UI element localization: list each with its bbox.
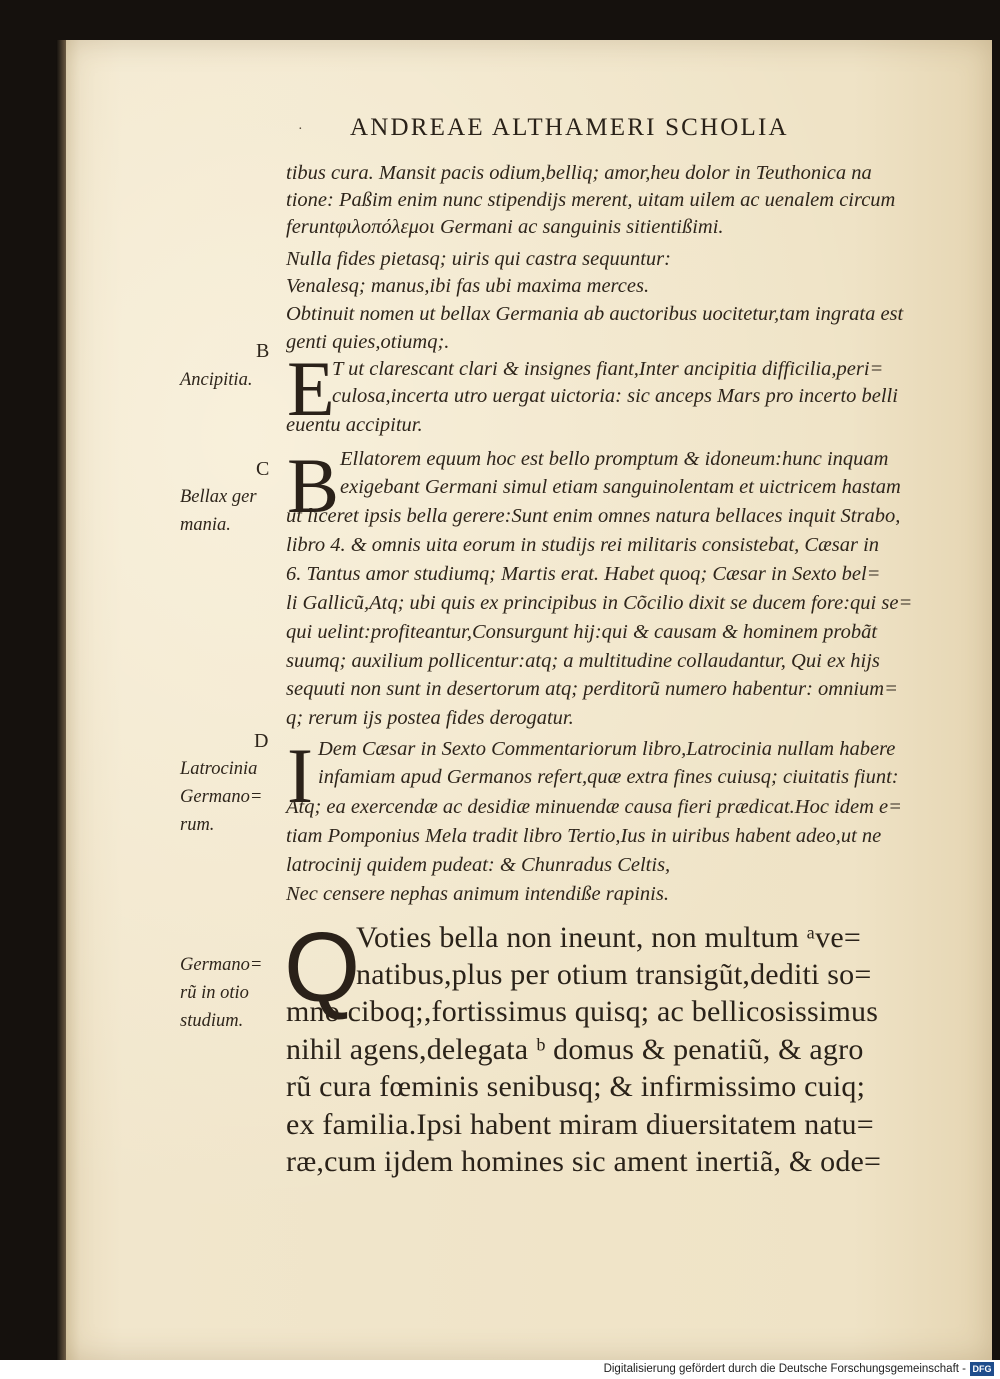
text-line-large: nihil agens,delegata ᵇ domus & penatiũ, & agro (286, 1033, 864, 1066)
margin-note-bellax: mania. (180, 515, 231, 535)
text-line: feruntφιλοπόλεμοι Germani ac sanguinis sitientißimi. (286, 216, 724, 238)
text-line: T ut clarescant clari & insignes fiant,Inter ancipitia difficilia,peri= (332, 358, 884, 380)
text-line: Atq; ea exercendæ ac desidiæ minuendæ causa fieri prædicat.Hoc idem e= (286, 796, 902, 818)
text-line: tiam Pomponius Mela tradit libro Tertio,Ius in uiribus habent adeo,ut ne (286, 825, 882, 847)
text-line: suumq; auxilium pollicentur:atq; a multitudine collaudantur, Qui ex hijs (286, 650, 880, 672)
running-title: ANDREAE ALTHAMERI SCHOLIA (350, 114, 789, 141)
dropcap-e: E (287, 345, 335, 432)
dfg-logo: DFG (970, 1362, 994, 1376)
text-line: genti quies,otiumq;. (286, 331, 450, 353)
text-line: 6. Tantus amor studiumq; Martis erat. Habet quoq; Cæsar in Sexto bel= (286, 563, 881, 585)
margin-note-bellax: Bellax ger (180, 487, 257, 507)
text-line-large: rũ cura fœminis senibusq; & infirmissimo cuiq; (286, 1070, 866, 1103)
note-letter-d: D (254, 730, 269, 752)
margin-note-latrocinia: rum. (180, 815, 215, 835)
text-line: sequuti non sunt in desertorum atq; perditorũ numero habentur: omnium= (286, 678, 898, 700)
dropcap-q: Q (284, 912, 361, 1022)
text-line: Obtinuit nomen ut bellax Germania ab auctoribus uocitetur,tam ingrata est (286, 303, 904, 325)
text-line: culosa,incerta utro uergat uictoria: sic anceps Mars pro incerto belli (332, 385, 898, 407)
text-line: latrocinij quidem pudeat: & Chunradus Celtis, (286, 854, 671, 876)
text-line: tione: Paßim enim nunc stipendijs merent, uitam uilem ac uenalem circum (286, 189, 896, 211)
text-line-large: ex familia.Ipsi habent miram diuersitatem natu= (286, 1108, 874, 1141)
text-line: Dem Cæsar in Sexto Commentariorum libro,Latrocinia nullam habere (318, 738, 896, 760)
text-line-large: mno ciboq;,fortissimus quisq; ac bellicosissimus (286, 995, 879, 1028)
text-line-large: Voties bella non ineunt, non multum ᵃve= (356, 921, 862, 954)
margin-note-ancipitia: Ancipitia. (180, 370, 253, 390)
text-line-large: natibus,plus per otium transigũt,dediti so= (356, 958, 872, 991)
margin-note-latrocinia: Germano= (180, 787, 263, 807)
text-line-large: ræ,cum ijdem homines sic ament inertiã, & ode= (286, 1145, 882, 1178)
text-line: qui uelint:profiteantur,Consurgunt hij:qui & causam & hominem probãt (286, 621, 878, 643)
text-line: tibus cura. Mansit pacis odium,belliq; amor,heu dolor in Teuthonica na (286, 162, 872, 184)
header-ornament: · (298, 122, 303, 137)
text-line: exigebant Germani simul etiam sanguinolentam et uictricem hastam (340, 476, 901, 498)
text-line: ut liceret ipsis bella gerere:Sunt enim omnes natura bellaces inquit Strabo, (286, 505, 901, 527)
margin-note-otio: studium. (180, 1011, 244, 1031)
note-letter-c: C (256, 458, 270, 480)
text-line: li Gallicũ,Atq; ubi quis ex principibus in Cõcilio dixit se ducem fore:qui se= (286, 592, 913, 614)
verse-line: Nec censere nephas animum intendiße rapinis. (286, 883, 669, 905)
verse-line: Venalesq; manus,ibi fas ubi maxima merces. (286, 275, 650, 297)
dropcap-b: B (287, 442, 340, 529)
dropcap-i: I (287, 732, 313, 819)
footer-credit: Digitalisierung gefördert durch die Deutsche Forschungsgemeinschaft - (603, 1363, 966, 1375)
text-line: libro 4. & omnis uita eorum in studijs rei militaris consistebat, Cæsar in (286, 534, 880, 556)
text-line: infamiam apud Germanos refert,quæ extra fines cuiusq; ciuitatis fiunt: (318, 766, 899, 788)
page-gutter-shadow (56, 40, 66, 1360)
margin-note-otio: Germano= (180, 955, 263, 975)
text-line: q; rerum ijs postea fides derogatur. (286, 707, 574, 729)
margin-note-latrocinia: Latrocinia (180, 759, 258, 779)
verse-line: Nulla fides pietasq; uiris qui castra sequuntur: (286, 248, 671, 270)
text-line: Ellatorem equum hoc est bello promptum & idoneum:hunc inquam (340, 448, 889, 470)
note-letter-b: B (256, 340, 270, 362)
text-line: euentu accipitur. (286, 414, 423, 436)
margin-note-otio: rũ in otio (180, 983, 249, 1003)
